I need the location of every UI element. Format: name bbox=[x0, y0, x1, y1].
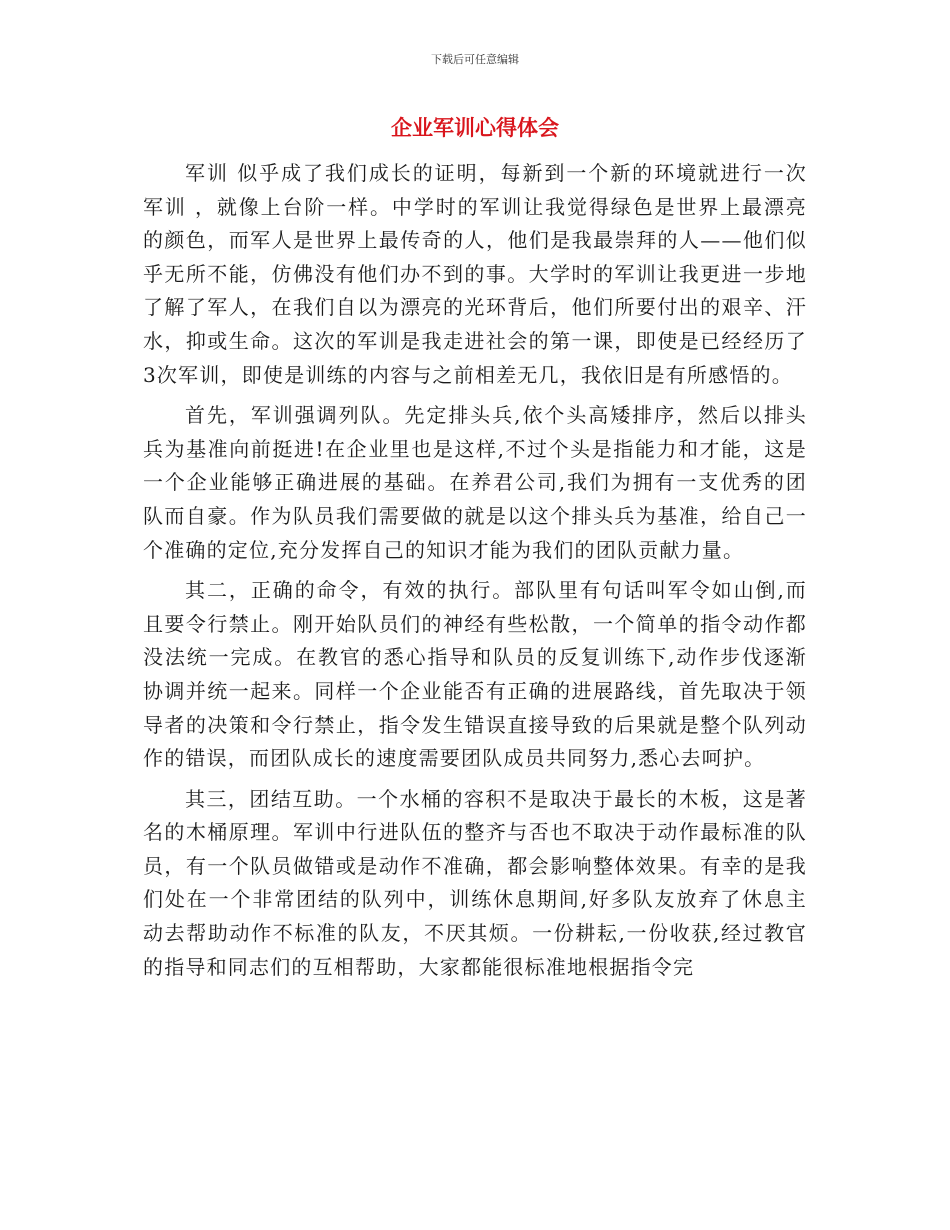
paragraph-second-point: 其二，正确的命令，有效的执行。部队里有句话叫军令如山倒,而且要令行禁止。刚开始队员们的神经有些松散，一个简单的指令动作都没法统一完成。在教官的悉心指导和队员的反复训练下,动作步伐逐渐协调并统一起来。同样一个企业能否有正确的进展路线，首先取决于领导者的决策和令行禁止，指令发生错误直接导致的后果就是整个队列动作的错误，而团队成长的速度需要团队成员共同努力,悉心去呵护。 bbox=[143, 578, 807, 771]
paragraph-third-point: 其三，团结互助。一个水桶的容积不是取决于最长的木板，这是著名的木桶原理。军训中行进队伍的整齐与否也不取决于动作最标准的队员，有一个队员做错或是动作不准确，都会影响整体效果。有幸的是我们处在一个非常团结的队列中，训练休息期间,好多队友放弃了休息主动去帮助动作不标准的队友，不厌其烦。一份耕耘,一份收获,经过教官的指导和同志们的互相帮助，大家都能很标准地根据指令完 bbox=[143, 786, 807, 979]
document-body bbox=[143, 157, 807, 991]
paragraph-first-point: 首先，军训强调列队。先定排头兵,依个头高矮排序，然后以排头兵为基准向前挺进!在企业里也是这样,不过个头是指能力和才能，这是一个企业能够正确进展的基础。在养君公司,我们为拥有一支优秀的团队而自豪。作为队员我们需要做的就是以这个排头兵为基准，给自己一个准确的定位,充分发挥自己的知识才能为我们的团队贡献力量。 bbox=[143, 403, 807, 562]
document-title: 企业军训心得体会 bbox=[391, 116, 559, 140]
paragraph-intro: 军训 似乎成了我们成长的证明，每新到一个新的环境就进行一次军训 ，就像上台阶一样。中学时的军训让我觉得绿色是世界上最漂亮的颜色，而军人是世界上最传奇的人，他们是我最崇拜的人——他们似乎无所不能，仿佛没有他们办不到的事。大学时的军训让我更进一步地了解了军人，在我们自以为漂亮的光环背后，他们所要付出的艰辛、汗水，抑或生命。这次的军训是我走进社会的第一课，即使是已经经历了3次军训，即使是训练的内容与之前相差无几，我依旧是有所感悟的。 bbox=[143, 161, 807, 387]
header-note: 下载后可任意编辑 bbox=[431, 53, 519, 66]
